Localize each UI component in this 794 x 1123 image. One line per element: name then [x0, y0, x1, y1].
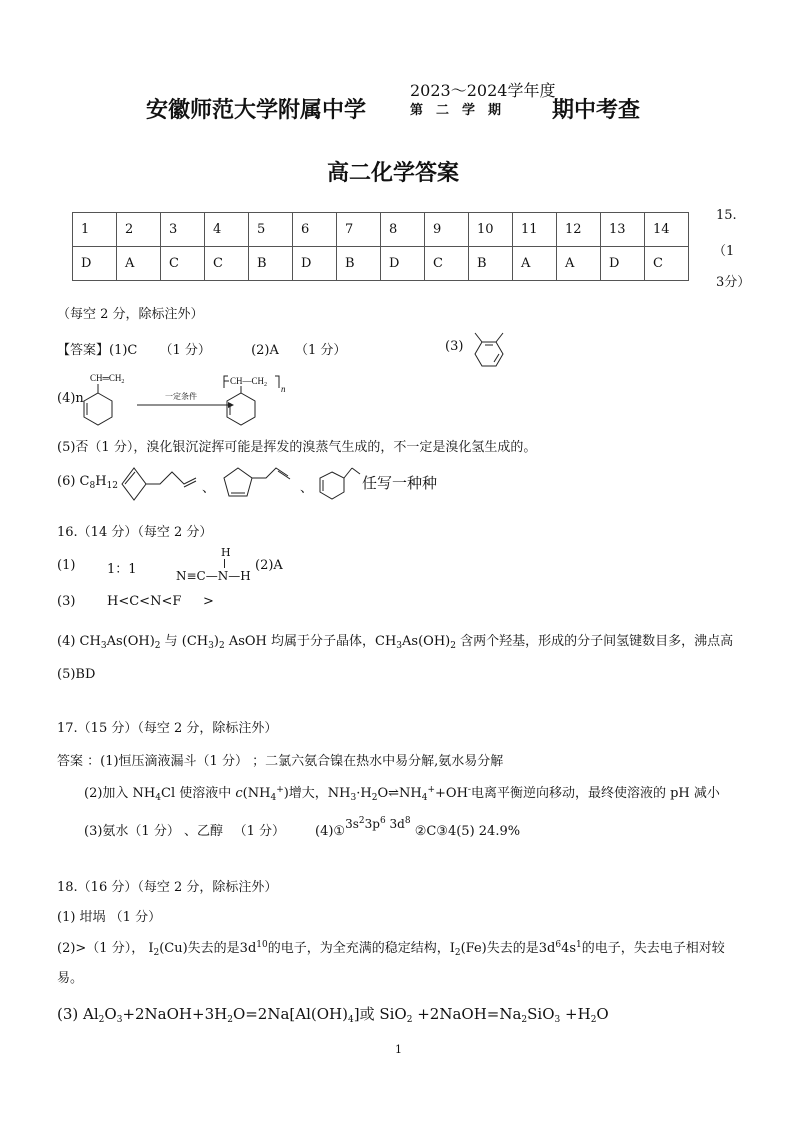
answer-cell: B	[337, 247, 381, 281]
answer-cell: C	[645, 247, 689, 281]
answer-cell: C	[205, 247, 249, 281]
answer-cell: C	[161, 247, 205, 281]
svg-text:、: 、	[202, 480, 216, 495]
answer-4-label: (4)n	[57, 391, 84, 406]
question-number-cell: 7	[337, 213, 381, 247]
q15-score-b: 3分）	[716, 275, 751, 290]
bond-line	[224, 559, 225, 568]
exam-name: 期中考查	[552, 98, 641, 123]
question-number-cell: 14	[645, 213, 689, 247]
q15-line1	[57, 339, 346, 358]
answer-5: (5)否（1 分），溴化银沉淀挥可能是挥发的溴蒸气生成的，不一定是溴化氢生成的。	[57, 440, 537, 455]
svg-text:n: n	[281, 384, 286, 394]
answer-cell: B	[469, 247, 513, 281]
q15-score-a: （1	[713, 244, 735, 259]
q17-answer-3-4-5: (3)氨水（1 分） 、乙醇 （1 分） $(4)①3s^23p^6$ $3d^8$ ②C③4(5) 24.9%	[84, 816, 521, 839]
question-number-cell: 9	[425, 213, 469, 247]
q16-electronegativity: H<C<N<F	[107, 594, 182, 609]
q18-answer-3: (3) $Al_2O_3+2NaOH+3H_2O=2Na[Al(OH)_4]$或 $SiO_2 +2NaOH=Na_2SiO_3 +H_2O$	[57, 1005, 609, 1025]
q16-part1-label: (1)	[57, 558, 76, 573]
answer-cell: B	[249, 247, 293, 281]
answer-cell: A	[513, 247, 557, 281]
answer-6-note: 任写一种种	[362, 474, 438, 492]
question-number-cell: 6	[293, 213, 337, 247]
question-number-cell: 1	[73, 213, 117, 247]
q17-answer-1: 答案 ：(1)恒压滴液漏斗（1 分） ；二氯六氨合镍在热水中易分解,氨水易分解	[57, 754, 504, 769]
answer-cell: D	[293, 247, 337, 281]
answer-1: 【答案】(1)C	[57, 343, 138, 358]
q16-part3-label: (3)	[57, 594, 76, 609]
answer-cell: A	[557, 247, 601, 281]
page-subtitle: 高二化学答案	[327, 161, 460, 186]
question-number-cell: 11	[513, 213, 557, 247]
q16-answer-2: (2)A	[255, 558, 283, 573]
answer-3-label: (3)	[445, 339, 464, 354]
q17-answer-2: (2)加入 $NH_4Cl$ 使溶液中 $c(NH_4^+)$增大，$NH_3\cdot H_2O\rightleftharpoons NH_4^++OH^-$电离平衡逆向移动，最终使溶液的 pH 减小	[84, 785, 720, 803]
q18-answer-1: (1) 坩埚 （1 分）	[57, 910, 162, 925]
meta-xylene-structure	[462, 330, 512, 370]
polymerization-equation	[60, 368, 286, 428]
q18-answer-2: (2)>（1 分）， $I_2(Cu)$失去的是$3d^{10}$的电子，为全充满的稳定结构，$I_2(Fe)$失去的是$3d^64s^1$的电子，失去电子相对较	[57, 940, 725, 958]
question-number-cell: 5	[249, 213, 293, 247]
q15-note: （每空 2 分，除标注外）	[57, 307, 204, 322]
q16-ratio: 1：1	[107, 562, 137, 577]
answer-cell: D	[601, 247, 645, 281]
answer-cell: D	[73, 247, 117, 281]
table-row-numbers	[73, 213, 689, 247]
benzene-ring-icon	[84, 393, 112, 425]
question-number-cell: 8	[381, 213, 425, 247]
score-1: （1 分）	[159, 343, 211, 358]
monomer-vinyl: $CH═CH_2$	[90, 373, 125, 385]
answer-cell: A	[117, 247, 161, 281]
q16-heading: 16.（14 分）（每空 2 分）	[57, 525, 213, 540]
question-number-cell: 2	[117, 213, 161, 247]
answer-cell: D	[381, 247, 425, 281]
hcn-structure: N≡C—N—H	[176, 569, 251, 583]
q16-answer-4: (4) $CH_3As(OH)_2$ 与 $(CH_3)_2$ AsOH 均属于分子晶体，$CH_3As(OH)_2$ 含两个羟基，形成的分子间氢键数目多，沸点高	[57, 634, 734, 651]
q18-answer-2-cont: 易。	[57, 971, 84, 986]
question-number-cell: 12	[557, 213, 601, 247]
q17-heading: 17.（15 分）（每空 2 分，除标注外）	[57, 721, 278, 736]
question-number-cell: 10	[469, 213, 513, 247]
question-number-cell: 4	[205, 213, 249, 247]
answer-6-formula: (6) $C_8H_{12}$	[57, 474, 119, 491]
page-number: 1	[395, 1043, 402, 1056]
school-name: 安徽师范大学附属中学	[146, 98, 367, 123]
h-atom-top: H	[221, 546, 231, 559]
academic-year: 2023～2024学年度	[410, 81, 556, 100]
benzene-ring-icon	[227, 393, 255, 425]
score-2: （1 分）	[295, 343, 347, 358]
svg-text:、: 、	[300, 480, 314, 495]
q15-label: 15.	[716, 208, 737, 223]
table-row-answers	[73, 247, 689, 281]
multiple-choice-answer-table	[72, 212, 689, 281]
question-number-cell: 3	[161, 213, 205, 247]
answer-2: (2)A	[251, 343, 279, 358]
answer-cell: C	[425, 247, 469, 281]
question-number-cell: 13	[601, 213, 645, 247]
svg-text:CH—CH2: $CH—CH_2$	[230, 376, 268, 388]
q18-heading: 18.（16 分）（每空 2 分，除标注外）	[57, 880, 278, 895]
reaction-condition: 一定条件	[165, 392, 197, 401]
q16-comparison: >	[203, 594, 214, 609]
q16-answer-5: (5)BD	[57, 667, 96, 682]
semester: 第 二 学 期	[410, 103, 502, 118]
